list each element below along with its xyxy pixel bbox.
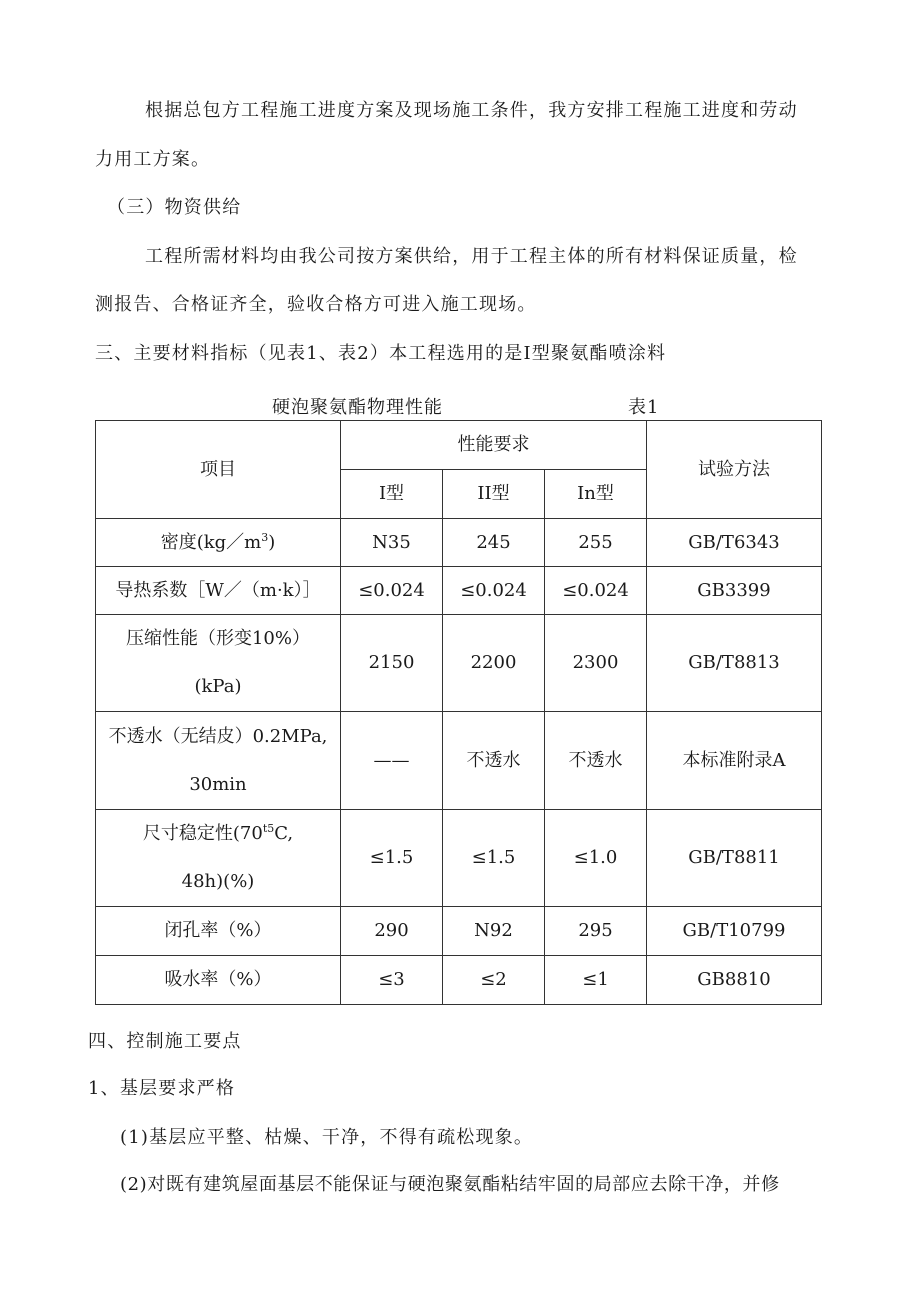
heading-material-supply: （三）物资供给: [107, 197, 242, 218]
row-value-type3: 2300: [545, 615, 647, 712]
table-caption: 硬泡聚氨酯物理性能: [272, 397, 443, 418]
list-item-2: (2)对既有建筑屋面基层不能保证与硬泡聚氨酯粘结牢固的局部应去除干净，并修: [120, 1174, 780, 1195]
header-type-1: Ⅰ型: [341, 470, 443, 519]
row-value-type2: ≤1.5: [443, 810, 545, 907]
row-item: 闭孔率（%）: [96, 907, 341, 956]
row-value-type3: 255: [545, 519, 647, 567]
row-item: 尺寸稳定性($70^{t5}C$, 48h)(%): [96, 810, 341, 907]
row-value-type2: ≤0.024: [443, 567, 545, 615]
list-item-1: (1)基层应平整、枯燥、干净，不得有疏松现象。: [120, 1127, 534, 1148]
row-value-type3: 不透水: [545, 712, 647, 810]
row-value-type1: 2150: [341, 615, 443, 712]
table-number: 表1: [628, 397, 660, 418]
row-value-type3: 295: [545, 907, 647, 956]
row-value-type2: N92: [443, 907, 545, 956]
row-value-type2: ≤2: [443, 956, 545, 1005]
row-value-type2: 245: [443, 519, 545, 567]
row-test-method: 本标准附录A: [647, 712, 822, 810]
table-row: [96, 907, 822, 956]
paragraph-schedule-line1: 根据总包方工程施工进度方案及现场施工条件，我方安排工程施工进度和劳动: [145, 100, 798, 121]
row-test-method: GB/T10799: [647, 907, 822, 956]
row-value-type1: N35: [341, 519, 443, 567]
header-test-method: 试验方法: [647, 421, 822, 519]
row-value-type1: ≤1.5: [341, 810, 443, 907]
table-row: [96, 712, 822, 810]
row-value-type1: 290: [341, 907, 443, 956]
row-test-method: GB3399: [647, 567, 822, 615]
row-test-method: GB/T8811: [647, 810, 822, 907]
heading-base-requirements: 1、基层要求严格: [88, 1078, 236, 1099]
physical-properties-table: [95, 420, 822, 1005]
row-value-type1: ≤3: [341, 956, 443, 1005]
row-test-method: GB8810: [647, 956, 822, 1005]
row-item: 吸水率（%）: [96, 956, 341, 1005]
paragraph-schedule-line2: 力用工方案。: [95, 149, 211, 170]
paragraph-supply-line2: 测报告、合格证齐全，验收合格方可进入施工现场。: [95, 294, 537, 315]
row-value-type3: ≤0.024: [545, 567, 647, 615]
row-value-type1: ——: [341, 712, 443, 810]
table-row: [96, 519, 822, 567]
row-item: 密度$(kg/m^3)$: [96, 519, 341, 567]
heading-construction-control: 四、控制施工要点: [88, 1031, 242, 1052]
header-type-3: In型: [545, 470, 647, 519]
table-row: [96, 567, 822, 615]
heading-main-materials: 三、主要材料指标（见表1、表2）本工程选用的是Ⅰ型聚氨酯喷涂料: [95, 343, 667, 364]
row-item: 不透水（无结皮）0.2MPa, 30min: [96, 712, 341, 810]
header-performance: 性能要求: [341, 421, 647, 470]
row-value-type3: ≤1.0: [545, 810, 647, 907]
row-value-type2: 不透水: [443, 712, 545, 810]
row-value-type3: ≤1: [545, 956, 647, 1005]
table-row: [96, 615, 822, 712]
header-item: 项目: [96, 421, 341, 519]
row-value-type2: 2200: [443, 615, 545, 712]
header-type-2: II型: [443, 470, 545, 519]
row-test-method: GB/T8813: [647, 615, 822, 712]
table-row: [96, 956, 822, 1005]
paragraph-supply-line1: 工程所需材料均由我公司按方案供给，用于工程主体的所有材料保证质量，检: [145, 246, 798, 267]
row-item: 导热系数［W／（m·k）］: [96, 567, 341, 615]
table-row: [96, 810, 822, 907]
row-value-type1: ≤0.024: [341, 567, 443, 615]
row-test-method: GB/T6343: [647, 519, 822, 567]
row-item: 压缩性能（形变10%） (kPa): [96, 615, 341, 712]
